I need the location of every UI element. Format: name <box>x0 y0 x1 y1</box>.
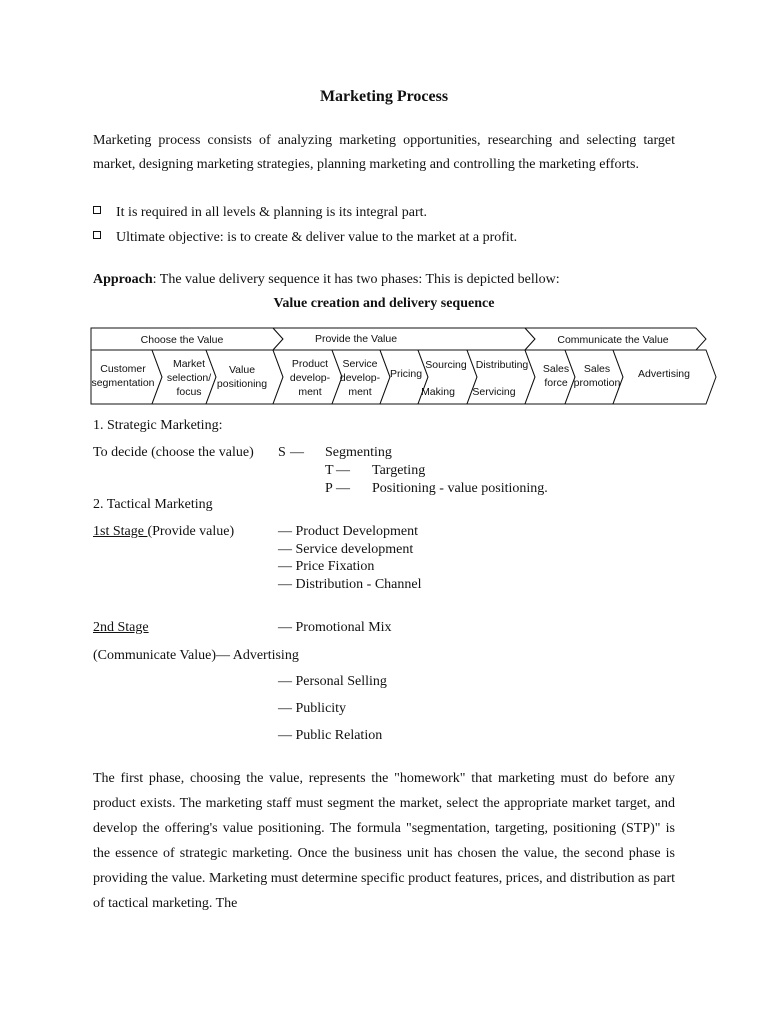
stp-text: Positioning - value positioning. <box>372 481 548 496</box>
stage1-item: — Price Fixation <box>278 559 375 574</box>
step-shape <box>206 350 283 404</box>
stp-letter: P <box>325 481 333 496</box>
step-label: Advertising <box>638 368 690 380</box>
decide-text: To decide (choose the value) <box>93 445 254 460</box>
step-label: focus <box>176 386 202 398</box>
stage1-item: — Distribution - Channel <box>278 577 422 592</box>
stage1-item: — Product Development <box>278 524 418 539</box>
approach-text: : The value delivery sequence it has two phases: This is depicted bellow: <box>152 272 560 287</box>
stage2-item: — Publicity <box>278 701 347 716</box>
step-label: Distributing <box>475 359 529 371</box>
stage2-item: — Promotional Mix <box>278 620 392 635</box>
page-title: Marketing Process <box>319 88 449 105</box>
value-delivery-diagram <box>0 320 768 410</box>
stage2-label: 2nd Stage <box>93 620 149 635</box>
step-label: Sales <box>542 363 570 375</box>
approach-label: Approach <box>93 272 153 287</box>
step-label: ment <box>298 386 322 398</box>
communicate-line: (Communicate Value)— Advertising <box>93 648 299 663</box>
step-label: Service <box>342 358 378 370</box>
stage1-label: 1st Stage (Provide value) <box>93 524 235 539</box>
step-label: Making <box>421 386 455 398</box>
phase-label: Choose the Value <box>140 334 224 346</box>
step-label: positioning <box>216 378 268 390</box>
bullet-item: Ultimate objective: is to create & deliver value to the market at a profit. <box>93 228 517 248</box>
step-label: Product <box>291 358 329 370</box>
step-label: Value <box>228 364 256 376</box>
step-label: segmentation <box>91 377 155 389</box>
step-label: Sourcing <box>425 359 467 371</box>
step-label: promotion <box>573 377 621 389</box>
step-label: develop- <box>289 372 331 384</box>
phase-label: Communicate the Value <box>557 334 669 346</box>
stp-text: Segmenting <box>325 445 392 460</box>
step-label: Customer <box>100 363 146 375</box>
square-bullet-icon <box>93 231 101 239</box>
stp-dash: — <box>290 445 304 460</box>
stage2-item: — Public Relation <box>278 728 383 743</box>
stage1-item: — Service development <box>278 542 414 557</box>
square-bullet-icon <box>93 206 101 214</box>
phase-provide-shape <box>273 328 535 350</box>
step-label: Servicing <box>472 386 516 398</box>
sequence-title: Value creation and delivery sequence <box>273 296 495 311</box>
stp-letter: S <box>278 445 286 460</box>
step-label: force <box>544 377 568 389</box>
phase-label: Provide the Value <box>314 333 398 345</box>
body-paragraph: The first phase, choosing the value, represents the "homework" that marketing must do before any product exists. The marketing staff must segment the market, select the appropriate market target, and develop the offering's value positioning. The formula "segmentation, targeting, positioning (STP)" is the essence of strategic marketing. Once the business unit has chosen the value, the second phase is providing the value. Marketing must determine specific product features, prices, and distribution as part of tactical marketing. The <box>93 771 675 911</box>
step-label: selection/ <box>166 372 212 384</box>
bullet-item: It is required in all levels & planning is its integral part. <box>93 203 427 223</box>
tactical-heading: 2. Tactical Marketing <box>93 497 213 512</box>
strategic-heading: 1. Strategic Marketing: <box>93 418 223 433</box>
stp-dash: — <box>336 481 350 496</box>
stage2-item: — Personal Selling <box>278 674 387 689</box>
stp-letter: T <box>325 463 334 478</box>
step-label: develop- <box>339 372 381 384</box>
step-label: Sales <box>583 363 611 375</box>
stp-text: Targeting <box>372 463 426 478</box>
step-label: Market <box>172 358 206 370</box>
intro-paragraph: Marketing process consists of analyzing marketing opportunities, researching and selecting target market, designing marketing strategies, planning marketing and controlling the marketing efforts. <box>93 133 675 172</box>
step-label: ment <box>348 386 372 398</box>
step-label: Pricing <box>389 368 423 380</box>
approach-line <box>93 271 560 289</box>
stp-dash: — <box>336 463 350 478</box>
